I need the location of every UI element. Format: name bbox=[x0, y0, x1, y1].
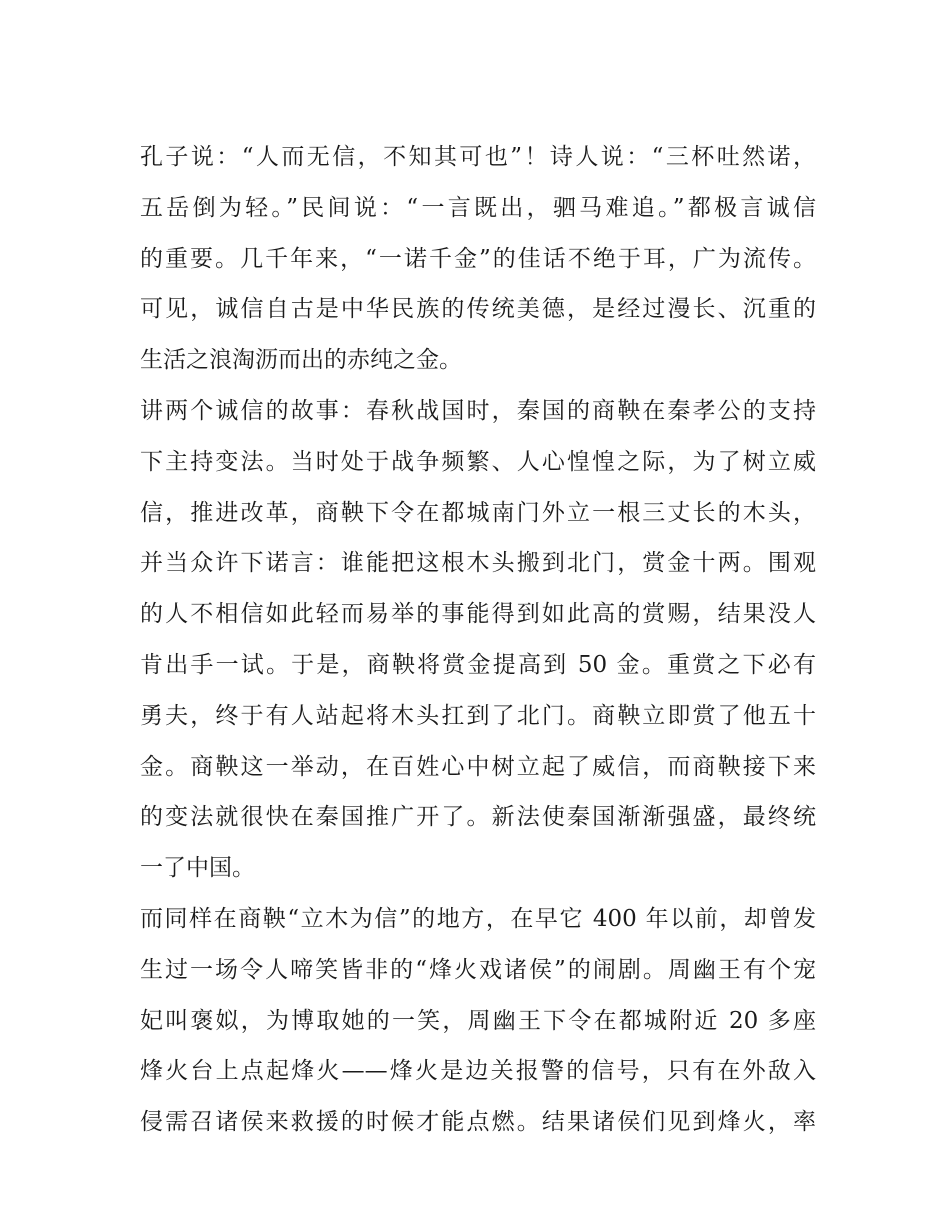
text-line: 可见，诚信自古是中华民族的传统美德，是经过漫长、沉重的 bbox=[140, 296, 816, 323]
text-line: 而同样在商鞅“立木为信”的地方，在早它 400 年以前，却曾发 bbox=[140, 905, 816, 932]
text-line: 侵需召诸侯来救援的时候才能点燃。结果诸侯们见到烽火，率 bbox=[140, 1109, 816, 1136]
text-line: 烽火台上点起烽火——烽火是边关报警的信号，只有在外敌入 bbox=[140, 1058, 816, 1085]
text-line: 并当众许下诺言：谁能把这根木头搬到北门，赏金十两。围观 bbox=[140, 550, 816, 577]
text-line: 讲两个诚信的故事：春秋战国时，秦国的商鞅在秦孝公的支持 bbox=[140, 397, 816, 424]
text-line: 金。商鞅这一举动，在百姓心中树立起了威信，而商鞅接下来 bbox=[140, 753, 816, 780]
text-line: 的人不相信如此轻而易举的事能得到如此高的赏赐，结果没人 bbox=[140, 601, 816, 628]
text-line: 孔子说：“人而无信，不知其可也”！诗人说：“三杯吐然诺， bbox=[140, 144, 816, 170]
text-line: 勇夫，终于有人站起将木头扛到了北门。商鞅立即赏了他五十 bbox=[140, 702, 816, 729]
body-text bbox=[140, 132, 816, 1148]
text-line: 的重要。几千年来，“一诺千金”的佳话不绝于耳，广为流传。 bbox=[140, 245, 816, 272]
text-line: 妃叫褒姒，为博取她的一笑，周幽王下令在都城附近 20 多座 bbox=[140, 1007, 816, 1034]
text-line: 生过一场令人啼笑皆非的“烽火戏诸侯”的闹剧。周幽王有个宠 bbox=[140, 956, 816, 983]
text-line: 生活之浪淘沥而出的赤纯之金。 bbox=[140, 347, 462, 374]
text-line: 五岳倒为轻。”民间说：“一言既出，驷马难追。”都极言诚信 bbox=[140, 194, 816, 221]
text-line: 的变法就很快在秦国推广开了。新法使秦国渐渐强盛，最终统 bbox=[140, 804, 816, 831]
text-line: 肯出手一试。于是，商鞅将赏金提高到 50 金。重赏之下必有 bbox=[140, 651, 816, 678]
text-line: 一了中国。 bbox=[140, 855, 255, 882]
text-line: 下主持变法。当时处于战争频繁、人心惶惶之际，为了树立威 bbox=[140, 448, 816, 475]
text-line: 信，推进改革，商鞅下令在都城南门外立一根三丈长的木头， bbox=[140, 499, 816, 526]
